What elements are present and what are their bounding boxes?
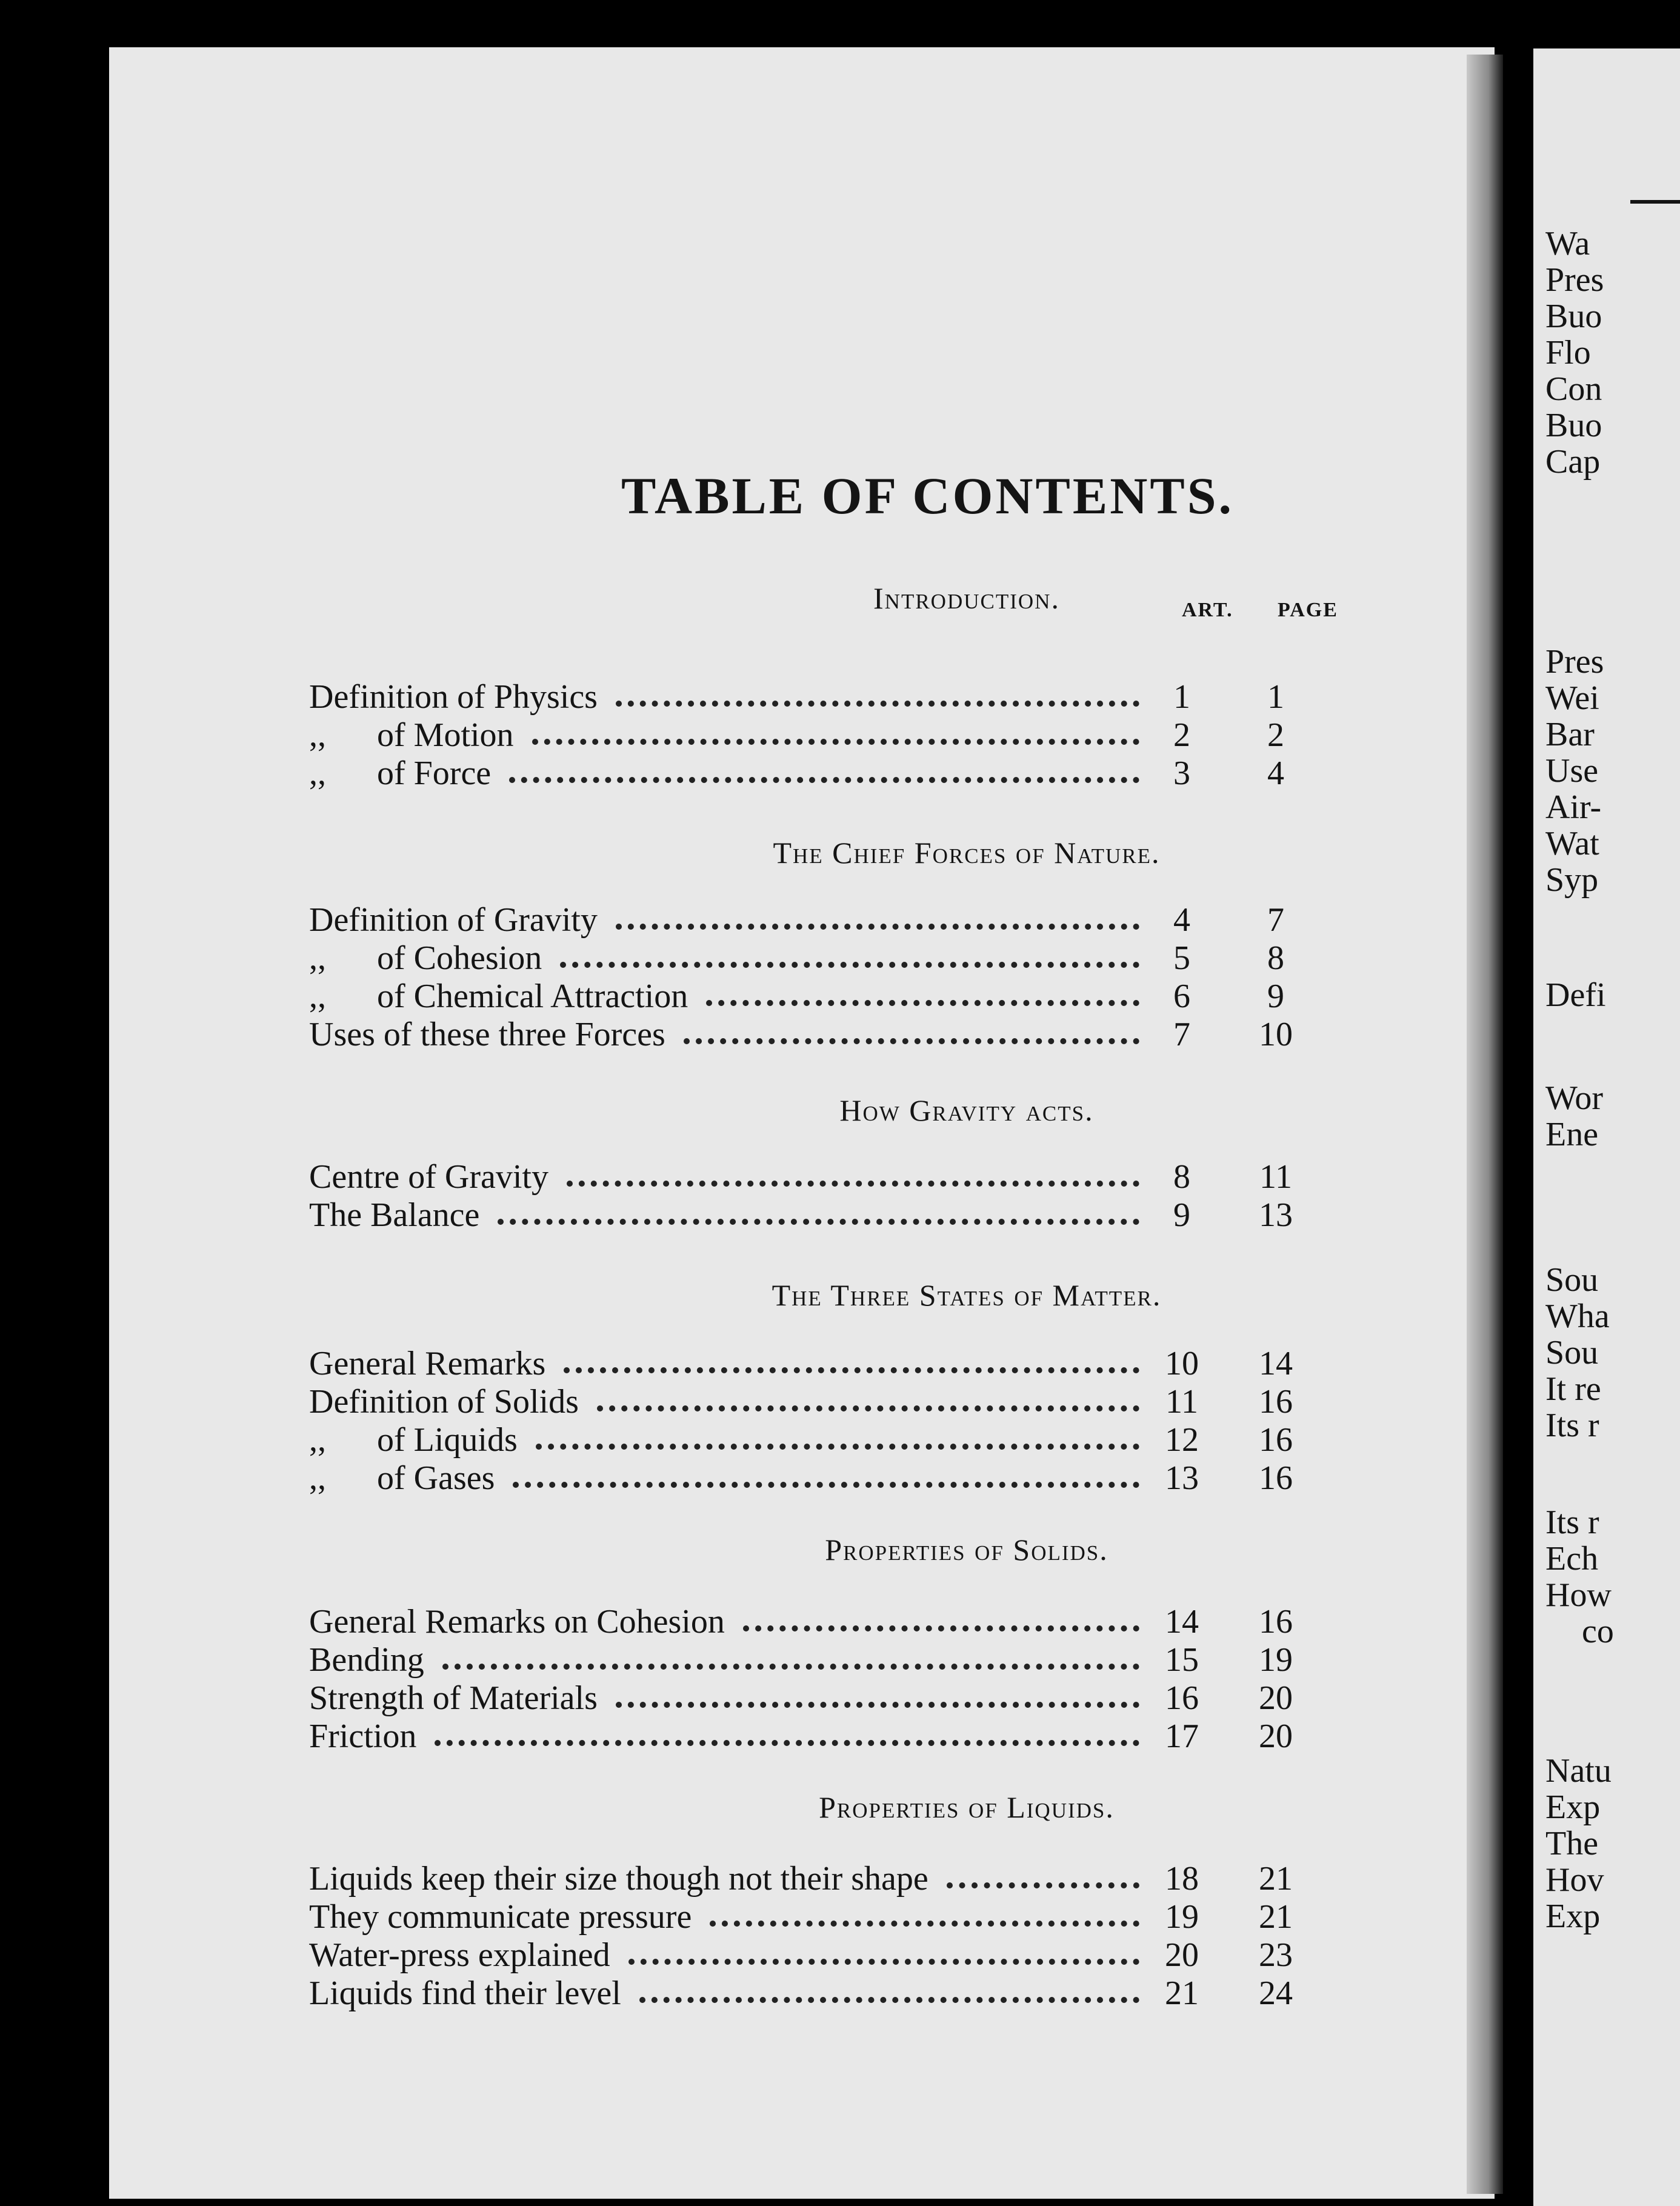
leader-dots bbox=[616, 698, 1139, 707]
right-page-line: Exp bbox=[1545, 1788, 1601, 1826]
entry-page-number: 2 bbox=[1267, 716, 1284, 754]
entry-page-number: 13 bbox=[1259, 1196, 1293, 1234]
toc-entry bbox=[109, 1717, 1495, 1756]
right-page-line: Sou bbox=[1545, 1261, 1599, 1299]
right-page-line: Flo bbox=[1545, 334, 1591, 372]
right-page-line: Pres bbox=[1545, 261, 1604, 299]
leader-dots bbox=[442, 1661, 1139, 1670]
right-page-line: Defi bbox=[1545, 976, 1606, 1014]
section-heading: Introduction. bbox=[873, 581, 1060, 615]
entry-art-number: 7 bbox=[1173, 1016, 1190, 1053]
entry-art-number: 11 bbox=[1165, 1383, 1198, 1421]
entry-art-number: 3 bbox=[1173, 755, 1190, 792]
entry-label: Uses of these three Forces bbox=[309, 1016, 665, 1053]
entry-page-number: 16 bbox=[1259, 1383, 1293, 1421]
toc-entry bbox=[109, 977, 1495, 1016]
right-page-fragment bbox=[1533, 48, 1680, 2206]
leader-dots bbox=[947, 1880, 1139, 1888]
book-gutter bbox=[1467, 55, 1503, 2194]
leader-dots bbox=[560, 959, 1139, 968]
right-page-line: Hov bbox=[1545, 1861, 1604, 1899]
right-page-line: Syp bbox=[1545, 861, 1599, 899]
right-page-line: Ene bbox=[1545, 1116, 1599, 1153]
section-heading: The Chief Forces of Nature. bbox=[773, 836, 1161, 870]
leader-dots bbox=[616, 1699, 1139, 1708]
entry-art-number: 2 bbox=[1173, 716, 1190, 754]
entry-label: Bending bbox=[309, 1641, 424, 1679]
entry-art-number: 14 bbox=[1165, 1603, 1199, 1641]
leader-dots bbox=[536, 1441, 1139, 1450]
entry-label: The Balance bbox=[309, 1196, 480, 1234]
entry-label: ,, of Cohesion bbox=[309, 939, 542, 977]
right-page-line: Ech bbox=[1545, 1540, 1599, 1578]
entry-art-number: 12 bbox=[1165, 1421, 1199, 1459]
right-page-line: Wat bbox=[1545, 825, 1599, 862]
toc-entry bbox=[109, 1641, 1495, 1679]
entry-art-number: 13 bbox=[1165, 1459, 1199, 1497]
section-heading: The Three States of Matter. bbox=[772, 1278, 1162, 1312]
leader-dots bbox=[743, 1623, 1139, 1631]
entry-page-number: 19 bbox=[1259, 1641, 1293, 1679]
right-page-line: Wa bbox=[1545, 225, 1590, 262]
right-page-line: Use bbox=[1545, 752, 1599, 790]
right-page-dash bbox=[1630, 200, 1680, 204]
entry-page-number: 7 bbox=[1267, 901, 1284, 939]
toc-entry bbox=[109, 1974, 1495, 2013]
leader-dots bbox=[710, 1918, 1139, 1927]
toc-entry bbox=[109, 1602, 1495, 1641]
toc-entry bbox=[109, 1382, 1495, 1421]
right-page-line: Air- bbox=[1545, 788, 1602, 826]
right-page-line: Buo bbox=[1545, 407, 1602, 444]
right-page-line: Natu bbox=[1545, 1752, 1612, 1790]
right-page-line: Con bbox=[1545, 370, 1602, 408]
leader-dots bbox=[513, 1479, 1139, 1488]
left-page bbox=[109, 47, 1495, 2199]
entry-art-number: 4 bbox=[1173, 901, 1190, 939]
toc-entry bbox=[109, 1679, 1495, 1718]
right-page-line: How bbox=[1545, 1576, 1612, 1614]
leader-dots bbox=[706, 998, 1139, 1006]
toc-entry bbox=[109, 1196, 1495, 1235]
entry-label: Strength of Materials bbox=[309, 1679, 598, 1717]
entry-label: ,, of Force bbox=[309, 755, 492, 792]
entry-label: Centre of Gravity bbox=[309, 1158, 548, 1196]
right-page-line: Pres bbox=[1545, 643, 1604, 681]
art-column-header: ART. bbox=[1182, 599, 1233, 621]
entry-page-number: 21 bbox=[1259, 1898, 1293, 1936]
entry-art-number: 1 bbox=[1173, 678, 1190, 716]
entry-label: General Remarks on Cohesion bbox=[309, 1603, 725, 1641]
right-page-line: Buo bbox=[1545, 298, 1602, 335]
entry-label: Definition of Gravity bbox=[309, 901, 598, 939]
entry-label: They communicate pressure bbox=[309, 1898, 692, 1936]
section-heading: Properties of Liquids. bbox=[819, 1790, 1115, 1824]
entry-art-number: 16 bbox=[1165, 1679, 1199, 1717]
entry-page-number: 9 bbox=[1267, 978, 1284, 1015]
toc-entry bbox=[109, 1936, 1495, 1974]
entry-label: Liquids find their level bbox=[309, 1974, 621, 2012]
entry-page-number: 16 bbox=[1259, 1421, 1293, 1459]
page-column-header: PAGE bbox=[1278, 599, 1338, 621]
entry-art-number: 15 bbox=[1165, 1641, 1199, 1679]
leader-dots bbox=[509, 775, 1139, 783]
leader-dots bbox=[684, 1036, 1139, 1044]
entry-art-number: 6 bbox=[1173, 978, 1190, 1015]
entry-page-number: 1 bbox=[1267, 678, 1284, 716]
page-title: TABLE OF CONTENTS. bbox=[621, 467, 1235, 525]
toc-entry bbox=[109, 678, 1495, 716]
right-page-line: Its r bbox=[1545, 1407, 1599, 1444]
leader-dots bbox=[498, 1216, 1139, 1225]
toc-entry bbox=[109, 1158, 1495, 1196]
entry-page-number: 21 bbox=[1259, 1860, 1293, 1898]
section-heading: How Gravity acts. bbox=[839, 1093, 1094, 1127]
right-page-line: Cap bbox=[1545, 443, 1601, 481]
entry-page-number: 11 bbox=[1259, 1158, 1292, 1196]
right-page-line: Sou bbox=[1545, 1334, 1599, 1371]
leader-dots bbox=[564, 1365, 1139, 1373]
toc-entry bbox=[109, 901, 1495, 939]
right-page-line: Wei bbox=[1545, 679, 1599, 717]
toc-entry bbox=[109, 754, 1495, 793]
entry-art-number: 21 bbox=[1165, 1974, 1199, 2012]
right-page-line: It re bbox=[1545, 1370, 1601, 1408]
entry-page-number: 24 bbox=[1259, 1974, 1293, 2012]
entry-label: Liquids keep their size though not their shape bbox=[309, 1860, 928, 1898]
leader-dots bbox=[532, 736, 1139, 745]
toc-entry bbox=[109, 1859, 1495, 1898]
section-heading: Properties of Solids. bbox=[825, 1533, 1108, 1567]
entry-page-number: 16 bbox=[1259, 1603, 1293, 1641]
entry-label: Definition of Solids bbox=[309, 1383, 579, 1421]
toc-entry bbox=[109, 716, 1495, 755]
entry-label: Friction bbox=[309, 1718, 417, 1755]
entry-page-number: 10 bbox=[1259, 1016, 1293, 1053]
entry-art-number: 17 bbox=[1165, 1718, 1199, 1755]
entry-page-number: 4 bbox=[1267, 755, 1284, 792]
entry-label: Water-press explained bbox=[309, 1936, 610, 1974]
right-page-line: Wor bbox=[1545, 1079, 1604, 1117]
right-page-line: Wha bbox=[1545, 1298, 1610, 1335]
leader-dots bbox=[628, 1956, 1139, 1965]
entry-art-number: 20 bbox=[1165, 1936, 1199, 1974]
right-page-line: The bbox=[1545, 1825, 1599, 1862]
leader-dots bbox=[616, 921, 1139, 930]
entry-page-number: 8 bbox=[1267, 939, 1284, 977]
entry-art-number: 18 bbox=[1165, 1860, 1199, 1898]
entry-label: Definition of Physics bbox=[309, 678, 598, 716]
entry-page-number: 14 bbox=[1259, 1345, 1293, 1382]
leader-dots bbox=[567, 1178, 1139, 1187]
leader-dots bbox=[597, 1403, 1139, 1411]
toc-entry bbox=[109, 1459, 1495, 1498]
toc-entry bbox=[109, 1898, 1495, 1936]
entry-art-number: 5 bbox=[1173, 939, 1190, 977]
entry-label: ,, of Chemical Attraction bbox=[309, 978, 688, 1015]
right-page-line: Bar bbox=[1545, 716, 1595, 753]
entry-art-number: 10 bbox=[1165, 1345, 1199, 1382]
entry-page-number: 16 bbox=[1259, 1459, 1293, 1497]
entry-label: ,, of Liquids bbox=[309, 1421, 518, 1459]
entry-page-number: 23 bbox=[1259, 1936, 1293, 1974]
entry-label: ,, of Gases bbox=[309, 1459, 495, 1497]
right-page-line: Its r bbox=[1545, 1504, 1599, 1541]
entry-art-number: 8 bbox=[1173, 1158, 1190, 1196]
entry-art-number: 9 bbox=[1173, 1196, 1190, 1234]
entry-page-number: 20 bbox=[1259, 1679, 1293, 1717]
toc-entry bbox=[109, 1344, 1495, 1383]
entry-art-number: 19 bbox=[1165, 1898, 1199, 1936]
toc-entry bbox=[109, 1015, 1495, 1054]
toc-entry bbox=[109, 1421, 1495, 1459]
toc-entry bbox=[109, 939, 1495, 978]
entry-label: General Remarks bbox=[309, 1345, 546, 1382]
entry-label: ,, of Motion bbox=[309, 716, 514, 754]
entry-page-number: 20 bbox=[1259, 1718, 1293, 1755]
right-page-line: Exp bbox=[1545, 1898, 1601, 1935]
right-page-line: co bbox=[1582, 1613, 1614, 1650]
leader-dots bbox=[435, 1738, 1139, 1746]
leader-dots bbox=[639, 1994, 1139, 2003]
